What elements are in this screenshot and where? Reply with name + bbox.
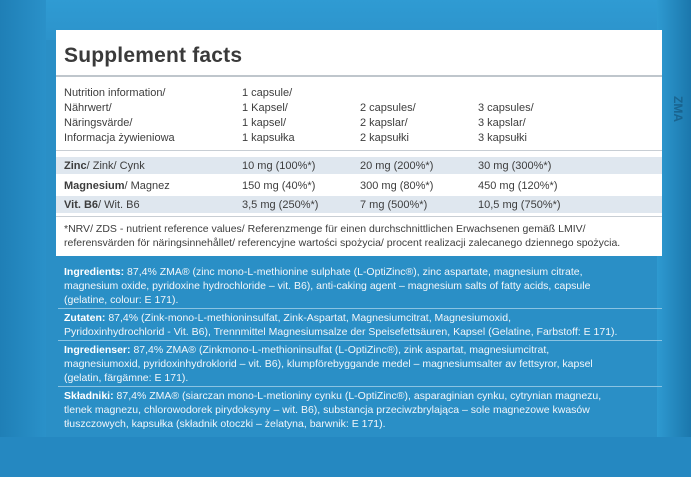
col1-label-en: 1 capsule/ <box>242 87 293 99</box>
ingredients-pl: Składniki: 87,4% ZMA® (siarczan mono-L-metioniny cynku (L-OptiZinc®), asparaginian cynku, cytrynian magnezu, tlenek magnezu, chlorowodorek pirydoksyny – wit. B6), substancja przeciwzbrylająca – sole magnezowe kwasów tłuszczowych, kapsułka (składnik otoczki – żelatyna, barwnik: E 171). <box>64 390 602 430</box>
ingredients-de: Zutaten: 87,4% (Zink-mono-L-methioninsulfat, Zink-Aspartat, Magnesiumcitrat, Magnesiumoxid, Pyridoxinhydrochlorid - Vit. B6), Trennmittel Magnesiumsalze der Speisefettsäuren, Kapsel (Gelatine, Farbstoff: E 171). <box>64 312 618 338</box>
header-label-de: Nährwert/ <box>64 102 112 114</box>
col1-label-pl: 1 kapsułka <box>242 132 295 144</box>
box-bottom-edge <box>0 437 691 477</box>
title-divider <box>56 75 662 77</box>
col3-label-sv: 3 kapslar/ <box>478 117 526 129</box>
ingredients-divider-2 <box>58 340 662 341</box>
nutrient-name-zinc: Zinc/ Zink/ Cynk <box>64 160 145 172</box>
zinc-2-capsules: 20 mg (200%*) <box>360 160 434 172</box>
ingredients-divider-1 <box>58 308 662 309</box>
ingredients-divider-3 <box>58 386 662 387</box>
b6-3-capsules: 10,5 mg (750%*) <box>478 199 561 211</box>
col2-label-en: 2 capsules/ <box>360 102 416 114</box>
footnote-divider <box>56 216 662 217</box>
ingredients-sv: Ingredienser: 87,4% ZMA® (Zinkmono-L-methioninsulfat (L-OptiZinc®), zink aspartat, magnesiumcitrat, magnesiumoxid, pyridoxinhydroklorid – vit. B6), klumpförebyggande medel – magnesiumsalter av fettsyror, kapsel (gelatin, färgämne: E 171). <box>64 344 593 384</box>
table-divider <box>56 150 662 151</box>
b6-1-capsule: 3,5 mg (250%*) <box>242 199 319 211</box>
header-label-en: Nutrition information/ <box>64 87 166 99</box>
magnesium-3-capsules: 450 mg (120%*) <box>478 180 558 192</box>
footnote-line-2: referensvärden för näringsinnehållet/ referencyjne wartości spożycia/ procent realizacji zalecanego dziennego spożycia. <box>64 237 621 249</box>
footnote-line-1: *NRV/ ZDS - nutrient reference values/ Referenzmenge für einen durchschnittlichen Erwachsenen gemäß LMIV/ <box>64 223 586 235</box>
side-print: ZMA <box>671 96 685 122</box>
col3-label-pl: 3 kapsułki <box>478 132 527 144</box>
header-label-pl: Informacja żywieniowa <box>64 132 175 144</box>
ingredients-en: Ingredients: 87,4% ZMA® (zinc mono-L-methionine sulphate (L-OptiZinc®), zinc aspartate, magnesium citrate, magnesium oxide, pyridoxine hydrochloride – vit. B6), anti-caking agent – magnesium salts of fatty acids, capsule (gelatine, colour: E 171). <box>64 266 591 306</box>
b6-2-capsules: 7 mg (500%*) <box>360 199 428 211</box>
nutrient-name-b6: Vit. B6/ Wit. B6 <box>64 199 140 211</box>
magnesium-2-capsules: 300 mg (80%*) <box>360 180 434 192</box>
zinc-1-capsule: 10 mg (100%*) <box>242 160 316 172</box>
col1-label-de: 1 Kapsel/ <box>242 102 288 114</box>
box-left-edge <box>0 0 46 477</box>
header-label-sv: Näringsvärde/ <box>64 117 133 129</box>
zinc-3-capsules: 30 mg (300%*) <box>478 160 552 172</box>
col3-label-en: 3 capsules/ <box>478 102 534 114</box>
magnesium-1-capsule: 150 mg (40%*) <box>242 180 316 192</box>
page-title: Supplement facts <box>64 44 243 67</box>
col2-label-pl: 2 kapsułki <box>360 132 409 144</box>
row-stripe-zinc <box>56 157 662 174</box>
col1-label-sv: 1 kapsel/ <box>242 117 287 129</box>
row-stripe-b6 <box>56 196 662 213</box>
col2-label-sv: 2 kapslar/ <box>360 117 408 129</box>
nutrient-name-magnesium: Magnesium/ Magnez <box>64 180 170 192</box>
